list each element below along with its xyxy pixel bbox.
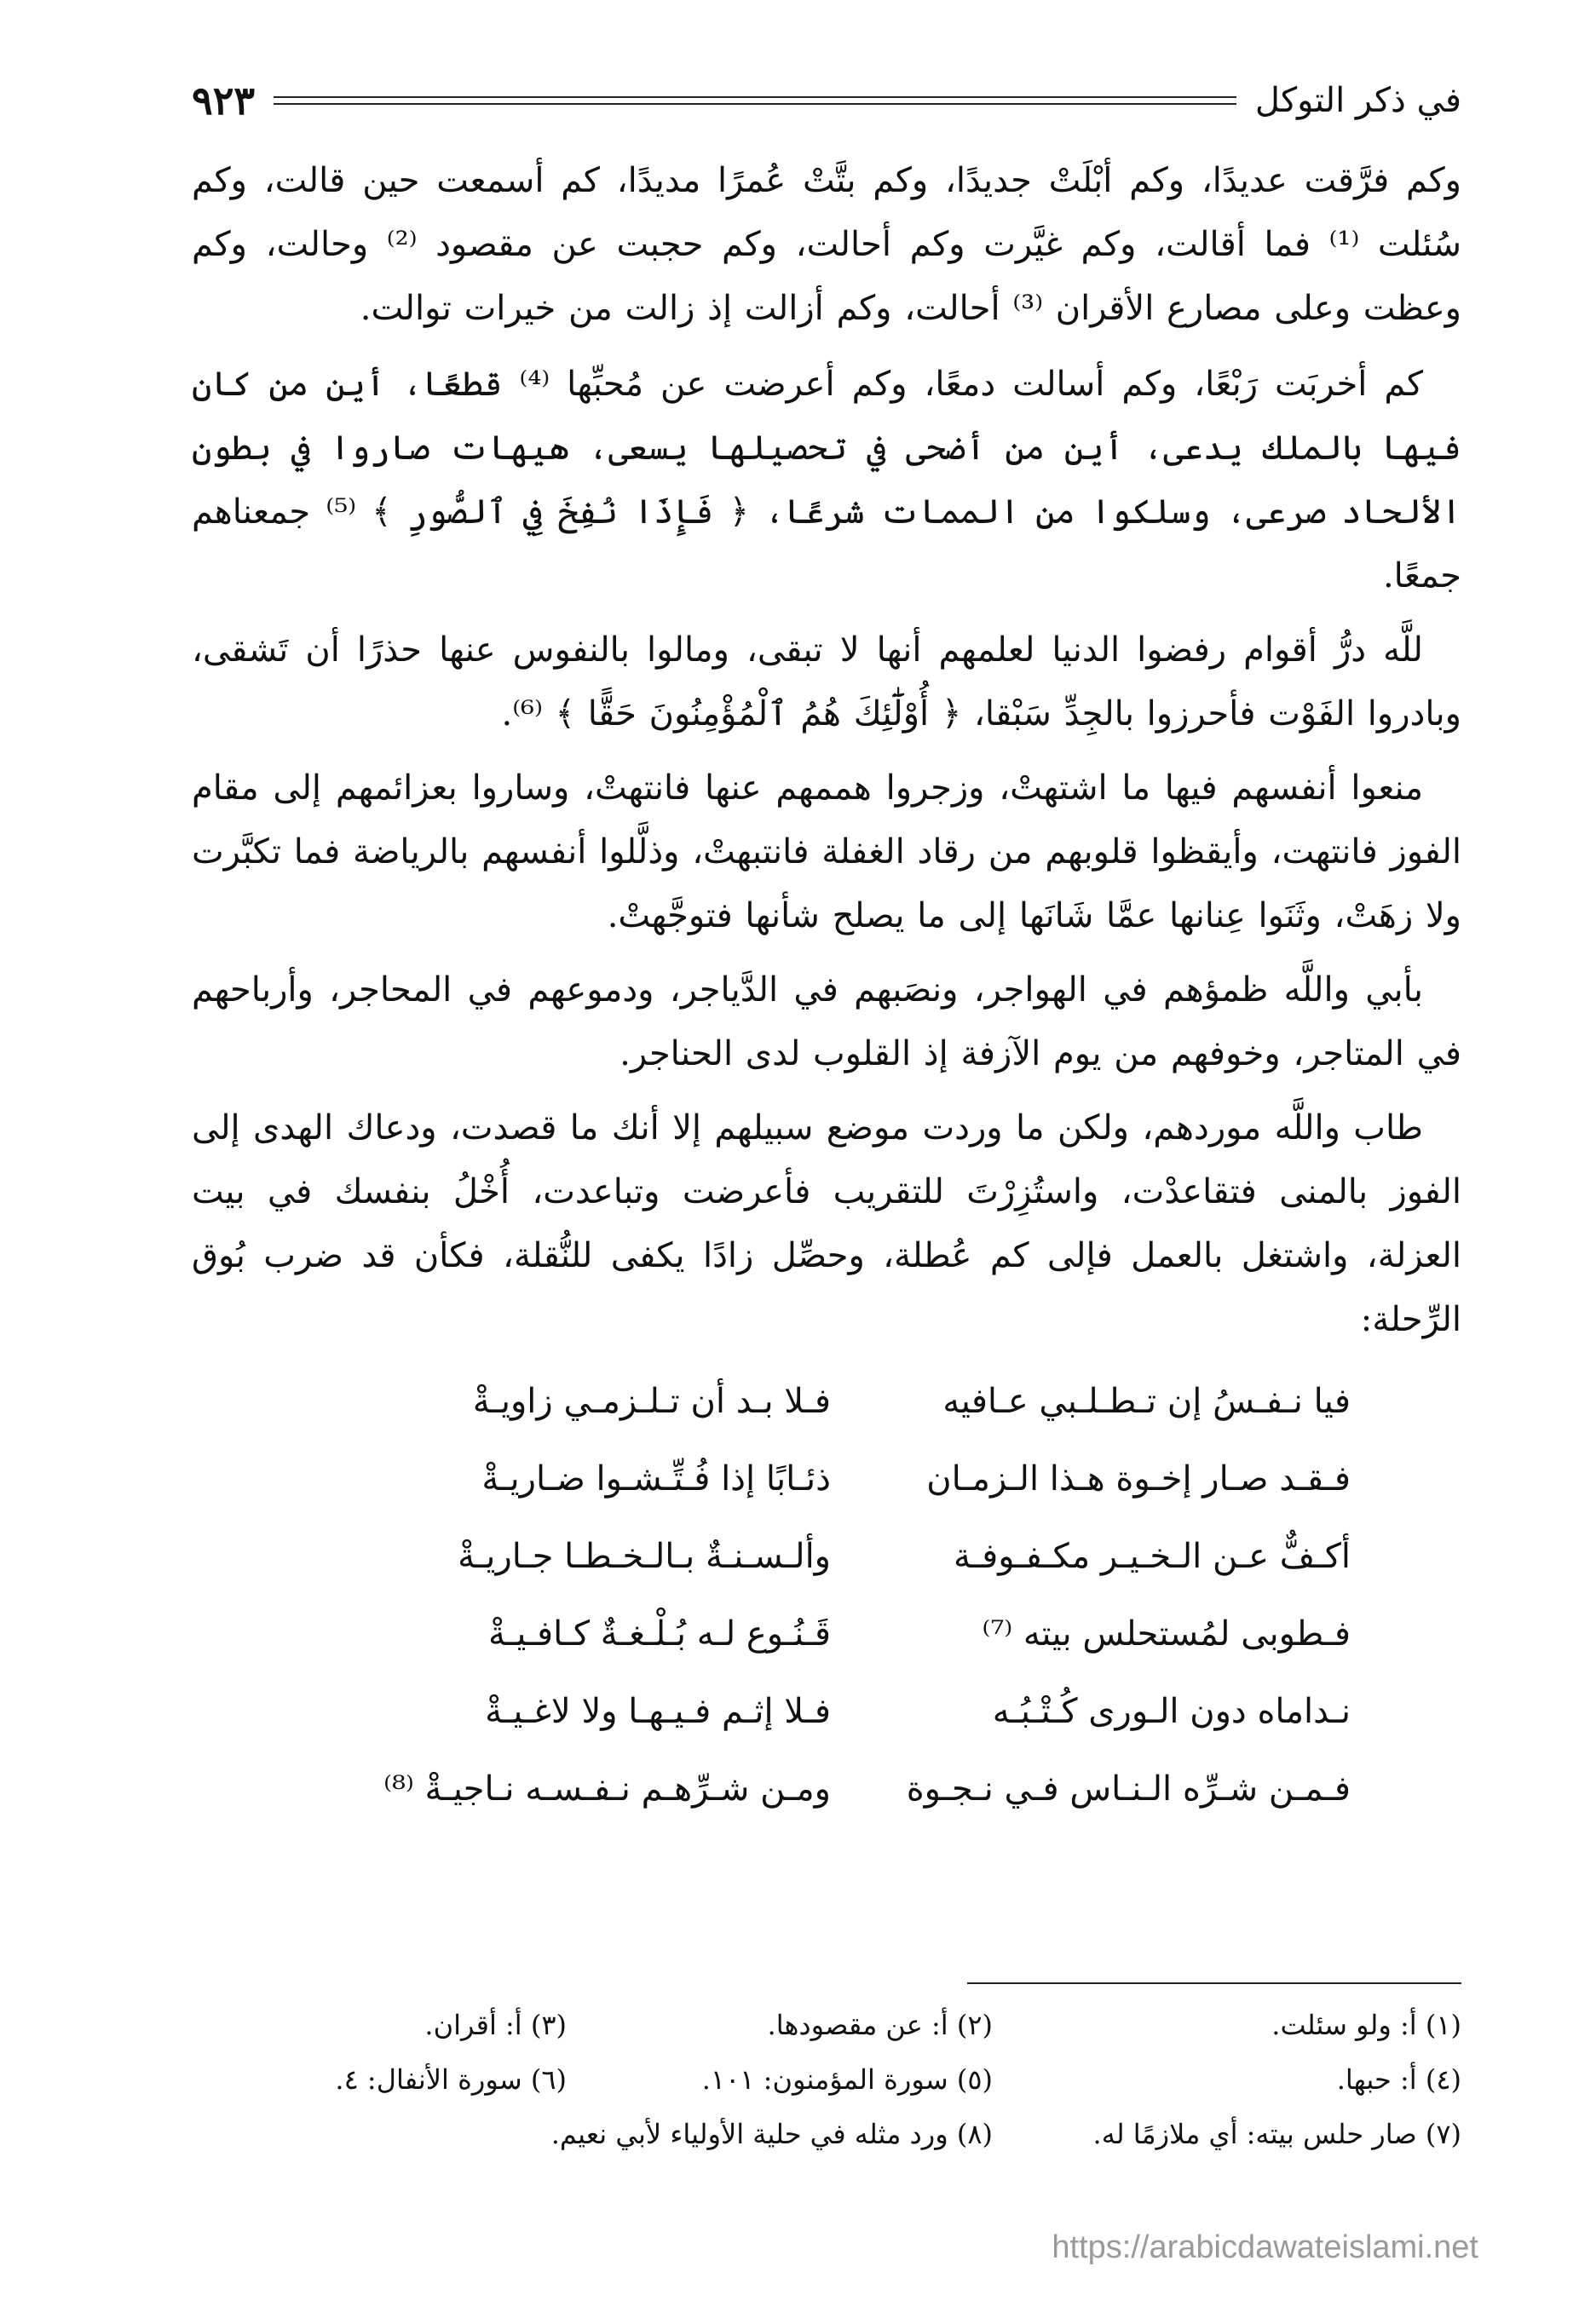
footnote: (٢) أ: عن مقصودها. <box>767 2009 993 2041</box>
first-hemistich: فـقـد صـار إخـوة هـذا الـزمـان <box>926 1458 1351 1499</box>
poem-verse <box>192 1672 1461 1750</box>
source-watermark: https://arabicdawateislami.net <box>1052 2229 1478 2265</box>
first-hemistich: فيا نـفـسُ إن تـطـلـبي عـافيه <box>942 1381 1351 1421</box>
page-number: ٩٢٣ <box>192 78 256 124</box>
paragraph: للَّه درُّ أقوام رفضوا الدنيا لعلمهم أنها لا تبقى، ومالوا بالنفوس عنها حذرًا أن تَشقى، وبادروا الفَوْت فأحرزوا بالجِدِّ سَبْقا، ﴿ أُوْلَٰٓئِكَ هُمُ ٱلْمُؤْمِنُونَ حَقًّا ﴾ ⁽⁶⁾. <box>192 630 1461 733</box>
footnotes <box>226 1998 1461 2161</box>
poem-verse <box>192 1517 1461 1595</box>
poem-verse <box>192 1440 1461 1517</box>
footnote: (٤) أ: حبها. <box>1336 2063 1461 2096</box>
main-text <box>192 149 1461 1827</box>
footnote-row <box>226 1998 1461 2052</box>
second-hemistich: قَـنُـوع لـه بُـلْـغـةٌ كـافـيـةْ <box>488 1614 831 1654</box>
paragraph: طاب واللَّه موردهم، ولكن ما وردت موضع سبيلهم إلا أنك ما قصدت، ودعاك الهدى إلى الفوز بالمنى فتقاعدْت، واستُزِرْتَ للتقريب فأعرضت وتباعدت، أُخْلُ بنفسك في بيت العزلة، واشتغل بالعمل فإلى كم عُطلة، وحصِّل زادًا يكفى للنُّقلة، فكأن قد ضرب بُوق الرِّحلة: <box>192 1108 1461 1339</box>
paragraph: منعوا أنفسهم فيها ما اشتهتْ، وزجروا هممهم عنها فانتهتْ، وساروا بعزائمهم إلى مقام الفوز فانتهت، وأيقظوا قلوبهم من رقاد الغفلة فانتبهتْ، وذلَّلوا أنفسهم بالرياضة فما تكبَّرت ولا زهَتْ، وثَنَوا عِنانها عمَّا شَانَها إلى ما يصلح شأنها فتوجَّهتْ. <box>192 768 1461 935</box>
first-hemistich: نـداماه دون الـورى كُـتْـبُـه <box>992 1691 1351 1731</box>
second-hemistich: وألـسـنـةٌ بـالـخـطـا جـاريـةْ <box>458 1536 831 1576</box>
second-hemistich: ذئـابًا إذا فُـتِّـشـوا ضـاريـةْ <box>481 1458 831 1499</box>
footnote: (٦) سورة الأنفال: ٤. <box>335 2063 567 2096</box>
paragraph: وكم فرَّقت عديدًا، وكم أبْلَتْ جديدًا، وكم بتَّتْ عُمرًا مديدًا، كم أسمعت حين قالت، وكم سُئلت ⁽¹⁾ فما أقالت، وكم غيَّرت وكم أحالت، وكم حجبت عن مقصود ⁽²⁾ وحالت، وكم وعظت وعلى مصارع الأقران ⁽³⁾ أحالت، وكم أزالت إذ زالت من خيرات توالت. <box>192 161 1461 328</box>
footnote-row <box>226 2052 1461 2107</box>
first-hemistich: أكـفٌّ عـن الـخـيـر مكـفـوفـة <box>953 1536 1351 1576</box>
header-rule <box>274 96 1236 105</box>
footnote-separator <box>967 1982 1461 1984</box>
poem-verse <box>192 1750 1461 1827</box>
paragraph: بأبي واللَّه ظمؤهم في الهواجر، ونصَبهم في الدَّياجر، ودموعهم في المحاجر، وأرباحهم في المتاجر، وخوفهم من يوم الآزفة إذ القلوب لدى الحناجر. <box>192 970 1461 1073</box>
paragraph: كم أخربَت رَبْعًا، وكم أسالت دمعًا، وكم أعرضت عن مُحبِّها ⁽⁴⁾ قطعًا، أين من كان فيها بالملك يدعى، أين من أضحى في تحصيلها يسعى، هيهات صاروا في بطون الألحاد صرعى، وسلكوا من الممات شرعًا، ﴿ فَإِذَا نُفِخَ فِي ٱلصُّورِ ﴾ ⁽⁵⁾ جمعناهم جمعًا. <box>192 365 1461 595</box>
poem-verse <box>192 1362 1461 1440</box>
footnote: (٣) أ: أقران. <box>424 2009 567 2041</box>
second-hemistich: فـلا بـد أن تـلـزمـي زاويـةْ <box>472 1381 831 1421</box>
footnote: (٥) سورة المؤمنون: ١٠١. <box>701 2063 993 2096</box>
poem-verse <box>192 1595 1461 1672</box>
footnote: (٧) صار حلس بيته: أي ملازمًا له. <box>1092 2118 1461 2150</box>
second-hemistich: فـلا إثـم فـيـهـا ولا لاغـيـةْ <box>485 1691 831 1731</box>
page-header <box>192 75 1461 126</box>
footnote: (١) أ: ولو سئلت. <box>1271 2009 1461 2041</box>
footnote-row <box>226 2107 1461 2161</box>
running-title: في ذكر التوكل <box>1254 81 1461 120</box>
footnote: (٨) ورد مثله في حلية الأولياء لأبي نعيم. <box>550 2118 993 2150</box>
poem <box>192 1362 1461 1827</box>
first-hemistich: فـطوبى لمُستحلس بيته ⁽⁷⁾ <box>982 1614 1351 1654</box>
first-hemistich: فـمـن شـرِّه الـنـاس فـي نـجـوة <box>906 1769 1351 1809</box>
second-hemistich: ومـن شـرِّهـم نـفـسـه نـاجيـةْ ⁽⁸⁾ <box>383 1769 831 1809</box>
